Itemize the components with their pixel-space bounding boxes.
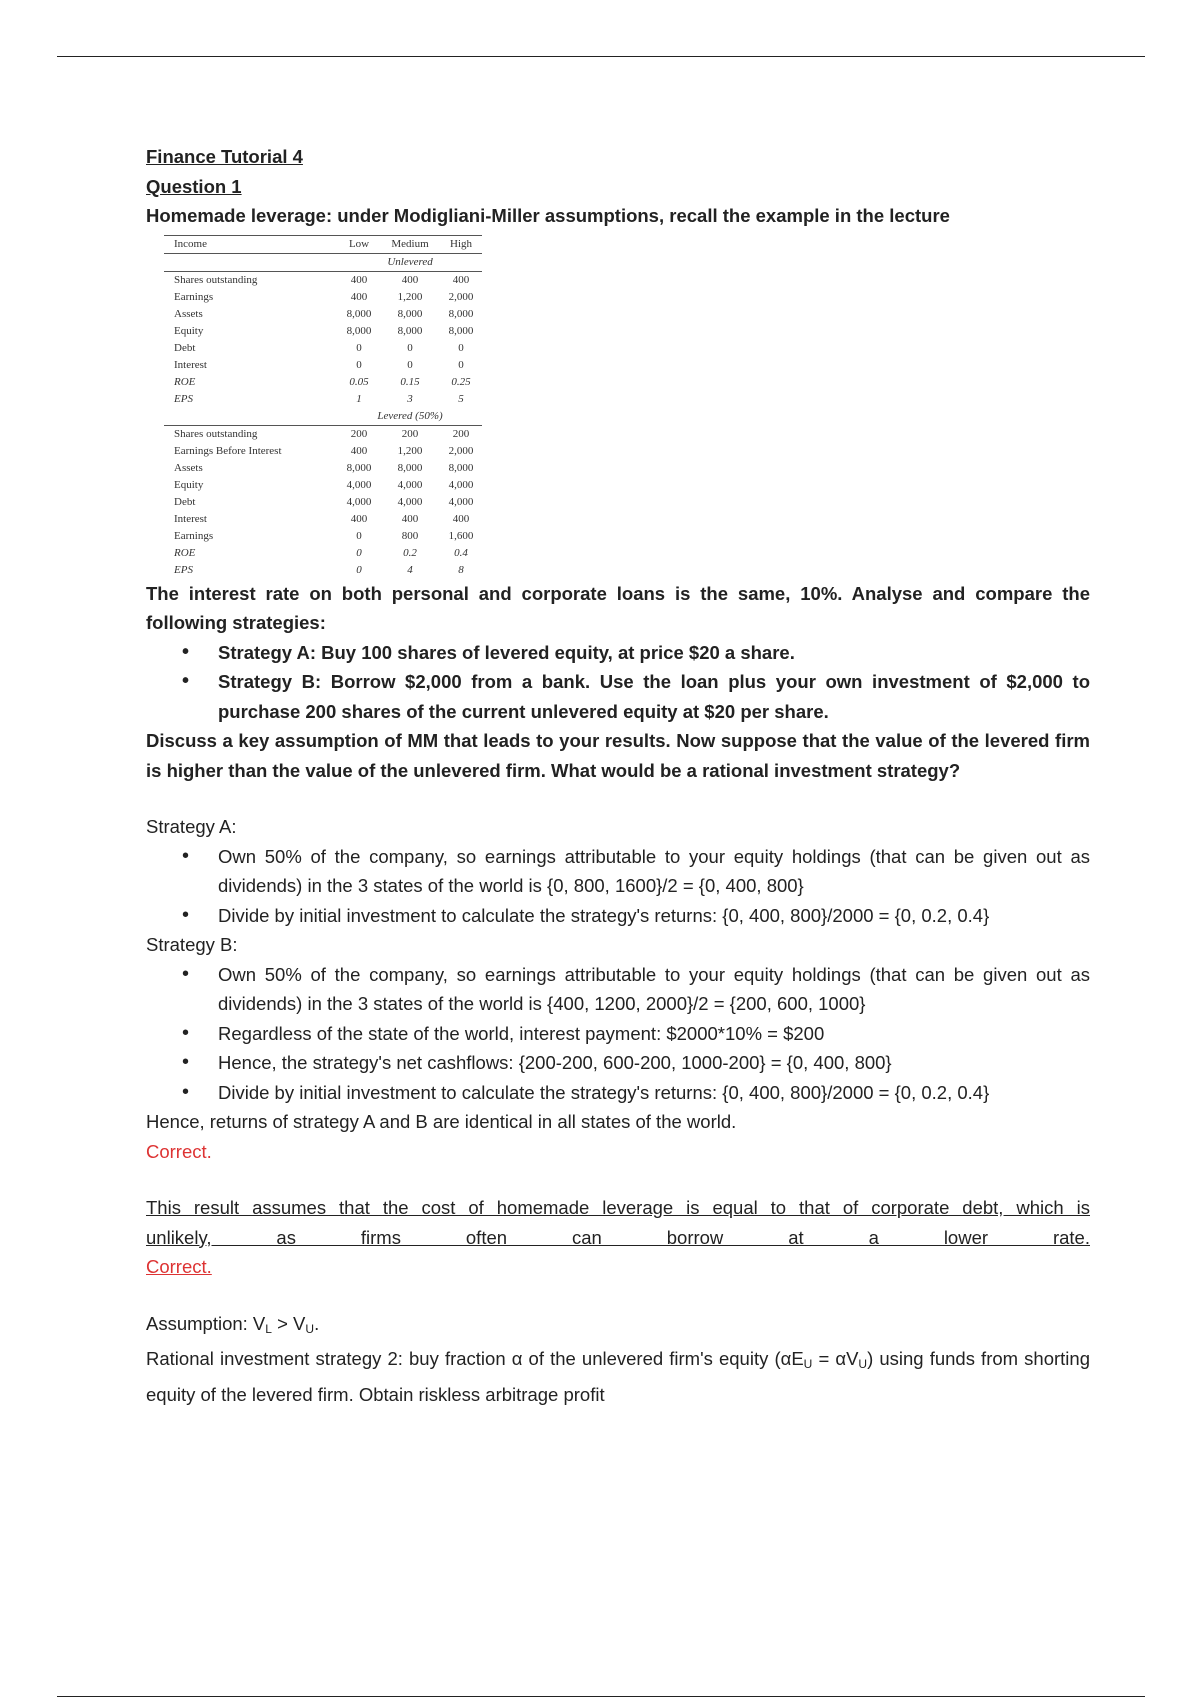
- table-row: [164, 425, 482, 443]
- table-row-label: Shares outstanding: [174, 273, 258, 286]
- table-cell: 4,000: [448, 495, 474, 508]
- table-row: [164, 562, 482, 579]
- table-row-label: Interest: [174, 512, 207, 525]
- table-row-label: Debt: [174, 341, 196, 354]
- table-cell: 8,000: [346, 307, 372, 320]
- table-row-label: Interest: [174, 358, 207, 371]
- table-row-label: Earnings: [174, 529, 214, 542]
- unlevered-section-row: [164, 253, 482, 271]
- table-cell: 2,000: [448, 290, 474, 303]
- table-cell: 8,000: [448, 324, 474, 337]
- table-cell: 0: [407, 358, 413, 371]
- table-row: [164, 545, 482, 562]
- table-cell: 8,000: [346, 461, 372, 474]
- unlevered-section-label: Unlevered: [338, 253, 482, 271]
- table-row-label: ROE: [174, 375, 196, 388]
- top-rule: [57, 56, 1145, 57]
- table-cell: 400: [350, 512, 368, 525]
- table-header-row: [164, 235, 482, 253]
- table-cell: 0.2: [403, 546, 417, 559]
- table-cell: 0: [458, 341, 464, 354]
- table-cell: 0: [356, 546, 362, 559]
- table-row: [164, 391, 482, 408]
- table-cell: 3: [407, 392, 413, 405]
- table-cell: 0.4: [454, 546, 468, 559]
- table-cell: 8,000: [397, 324, 423, 337]
- table-row: [164, 494, 482, 511]
- question-discuss: Discuss a key assumption of MM that leads to your results. Now suppose that the value of the levered firm is higher than the value of the unlevered firm. What would be a rational investment strategy?: [146, 730, 1090, 781]
- table-row-label: Debt: [174, 495, 196, 508]
- table-row-label: Earnings: [174, 290, 214, 303]
- bottom-rule: [57, 1696, 1145, 1697]
- question-text: The interest rate on both personal and corporate loans is the same, 10%. Analyse and compare the following strategies:: [146, 582, 1090, 633]
- table-header-income: Income: [164, 235, 338, 253]
- table-cell: 0.25: [451, 375, 471, 388]
- table-cell: 1,600: [448, 529, 474, 542]
- table-row: [164, 528, 482, 545]
- table-cell: 4,000: [448, 478, 474, 491]
- table-header-high: High: [440, 235, 482, 253]
- answer-conclusion: Hence, returns of strategy A and B are identical in all states of the world.: [146, 1111, 737, 1132]
- strategy-a-bullet: • Own 50% of the company, so earnings attributable to your equity holdings (that can be given out as dividends) in the 3 states of the world is {0, 800, 1600}/2 = {0, 400, 800}: [218, 842, 1090, 901]
- question-bullets: [146, 638, 1090, 727]
- table-row: [164, 289, 482, 306]
- table-cell: 200: [350, 427, 368, 440]
- table-row-label: Equity: [174, 478, 204, 491]
- table-cell: 4,000: [397, 478, 423, 491]
- table-row: [164, 443, 482, 460]
- strategy-a-label: Strategy A:: [146, 816, 237, 837]
- table-cell: 2,000: [448, 444, 474, 457]
- table-cell: 8,000: [448, 307, 474, 320]
- table-header-medium: Medium: [380, 235, 440, 253]
- strategy-b-bullet: • Divide by initial investment to calculate the strategy's returns: {0, 400, 800}/2000 = {0, 0.2, 0.4}: [218, 1078, 1090, 1108]
- table-cell: 0: [356, 529, 362, 542]
- table-row-label: Shares outstanding: [174, 427, 258, 440]
- table-cell: 0.05: [349, 375, 369, 388]
- table-cell: 400: [401, 512, 419, 525]
- question-bullet-b: • Strategy B: Borrow $2,000 from a bank. Use the loan plus your own investment of $2,000 to purchase 200 shares of the current unlevered equity at $20 per share.: [218, 667, 1090, 726]
- table-cell: 5: [458, 392, 464, 405]
- strategy-a-bullets: [146, 842, 1090, 931]
- table-row-label: Earnings Before Interest: [174, 444, 282, 457]
- table-cell: 0: [356, 358, 362, 371]
- table-cell: 8: [458, 563, 464, 576]
- table-cell: 400: [401, 273, 419, 286]
- strategy-b-bullet: • Own 50% of the company, so earnings attributable to your equity holdings (that can be given out as dividends) in the 3 states of the world is {400, 1200, 2000}/2 = {200, 600, 1000}: [218, 960, 1090, 1019]
- table-cell: 400: [452, 512, 470, 525]
- table-row-label: Assets: [174, 307, 203, 320]
- table-cell: 8,000: [397, 307, 423, 320]
- strategy-b-bullet: • Regardless of the state of the world, interest payment: $2000*10% = $200: [218, 1019, 1090, 1049]
- table-cell: 8,000: [397, 461, 423, 474]
- table-row: [164, 323, 482, 340]
- table-cell: 400: [350, 444, 368, 457]
- table-row: [164, 306, 482, 323]
- question-heading: Question 1: [146, 175, 242, 197]
- table-cell: 4,000: [397, 495, 423, 508]
- table-row: [164, 477, 482, 494]
- table-cell: 0: [356, 341, 362, 354]
- mm-example-table: [164, 235, 482, 579]
- question-bullet-a: • Strategy A: Buy 100 shares of levered equity, at price $20 a share.: [218, 638, 1090, 668]
- assumption-line-2: unlikely, as firms often can borrow at a lower rate.: [146, 1226, 1090, 1248]
- table-cell: 200: [452, 427, 470, 440]
- table-row-label: Assets: [174, 461, 203, 474]
- table-cell: 0: [407, 341, 413, 354]
- levered-section-row: [164, 408, 482, 426]
- table-cell: 8,000: [448, 461, 474, 474]
- correct-mark-1: Correct.: [146, 1140, 212, 1162]
- table-cell: 1: [356, 392, 362, 405]
- table-cell: 1,200: [397, 290, 423, 303]
- table-cell: 0.15: [400, 375, 420, 388]
- document-title: Finance Tutorial 4: [146, 146, 303, 167]
- table-row: [164, 511, 482, 528]
- strategy-b-bullet: • Hence, the strategy's net cashflows: {200-200, 600-200, 1000-200} = {0, 400, 800}: [218, 1048, 1090, 1078]
- levered-section-label: Levered (50%): [338, 408, 482, 426]
- table-cell: 1,200: [397, 444, 423, 457]
- table-header-low: Low: [338, 235, 380, 253]
- assumption-line-1: This result assumes that the cost of homemade leverage is equal to that of corporate debt, which is: [146, 1197, 1090, 1218]
- table-row-label: EPS: [174, 392, 193, 405]
- table-cell: 4: [407, 563, 413, 576]
- correct-mark-2: Correct.: [146, 1256, 212, 1277]
- table-row: [164, 357, 482, 374]
- assumption-vl-vu: Assumption: $V_L > V_U$.: [146, 1312, 320, 1336]
- table-row: [164, 340, 482, 357]
- table-row: [164, 374, 482, 391]
- table-cell: 4,000: [346, 478, 372, 491]
- strategy-b-label: Strategy B:: [146, 934, 238, 955]
- table-cell: 400: [452, 273, 470, 286]
- question-intro: Homemade leverage: under Modigliani-Miller assumptions, recall the example in the lecture: [146, 205, 950, 226]
- table-cell: 4,000: [346, 495, 372, 508]
- table-row-label: EPS: [174, 563, 193, 576]
- table-cell: 8,000: [346, 324, 372, 337]
- table-cell: 400: [350, 273, 368, 286]
- table-cell: 400: [350, 290, 368, 303]
- document-page: [146, 142, 1090, 1409]
- table-row: [164, 460, 482, 477]
- table-row-label: ROE: [174, 546, 196, 559]
- table-cell: 200: [401, 427, 419, 440]
- strategy-b-bullets: [146, 960, 1090, 1108]
- table-row-label: Equity: [174, 324, 204, 337]
- table-row: [164, 271, 482, 289]
- rational-strategy-text: Rational investment strategy 2: buy fraction α of the unlevered firm's equity $(\alpha E_U = \alpha V_U)$ using funds from shorting equity of the levered firm. Obtain riskless arbitrage profit: [146, 1348, 1090, 1405]
- table-cell: 800: [401, 529, 419, 542]
- strategy-a-bullet: • Divide by initial investment to calculate the strategy's returns: {0, 400, 800}/2000 = {0, 0.2, 0.4}: [218, 901, 1090, 931]
- table-cell: 0: [356, 563, 362, 576]
- table-cell: 0: [458, 358, 464, 371]
